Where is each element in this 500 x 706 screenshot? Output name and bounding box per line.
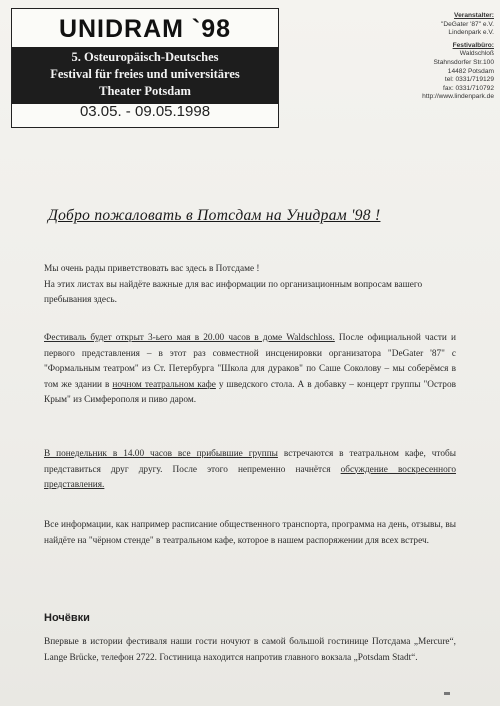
office-phone: tel: 0331/719129 — [444, 76, 494, 84]
festival-logo — [11, 8, 279, 128]
welcome-heading: Добро пожаловать в Потсдам на Унидрам '98 ! — [48, 207, 381, 224]
intro-line-2: На этих листах вы найдёте важные для вас информации по организационным вопросам вашего пребывания здесь. — [44, 279, 423, 305]
office-line: Waldschloß — [459, 50, 494, 58]
night-cafe-underlined: ночном театральном кафе — [112, 379, 216, 390]
subtitle-line: Theater Potsdam — [99, 84, 191, 98]
contact-block — [344, 12, 494, 102]
organizers-label: Veranstalter: — [454, 12, 494, 19]
lodging-paragraph: Впервые в истории фестиваля наши гости ночуют в самой большой гостинице Потсдама „Mercure“, Lange Brücke, телефон 2722. Гостиница находится напротив главного вокзала „Potsdam Stadt“. — [44, 637, 456, 663]
monday-paragraph — [44, 447, 456, 494]
subtitle-line: 5. Osteuropäisch-Deutsches — [71, 50, 219, 64]
office-line: 14482 Potsdam — [447, 67, 494, 75]
organizer-line: "DeGater '87" e.V. — [441, 20, 494, 28]
office-website-link[interactable]: http://www.lindenpark.de — [422, 93, 494, 101]
festival-dates: 03.05. - 09.05.1998 — [79, 103, 211, 120]
office-label: Festivalbüro: — [452, 41, 494, 49]
opening-text-end: у шведского стола. А в добавку – концерт группы "Остров Крым" из Симферополя и пиво даром. — [44, 379, 456, 405]
opening-text: После официальной части и первого представления – в этот раз совместной инсценировки организатора "DeGater '87" с "Формальным театром" из Ст. Петербурга "Школа для дураков" по Саше Соколову – мы соберёмся в том же здании в — [44, 333, 456, 390]
intro-paragraph — [44, 262, 456, 309]
info-paragraph: Все информации, как например расписание общественного транспорта, программа на день, отзывы, вы найдёте на "чёрном стенде" в театральном кафе, которое в нашем распоряжении для всех встреч. — [44, 520, 456, 546]
festival-subtitle-band — [12, 47, 278, 104]
opening-paragraph — [44, 331, 456, 409]
office-fax: fax: 0331/710792 — [443, 84, 494, 92]
festival-title: UNIDRAM `98 — [58, 15, 232, 43]
organizer-line: Lindenpark e.V. — [448, 29, 494, 37]
page-mark — [444, 692, 450, 695]
opening-date-underlined: Фестиваль будет открыт 3-ьего мая в 20.00 часов в доме Waldschloss. — [44, 333, 335, 343]
monday-text: встречаются в театральном кафе, чтобы представиться друг другу. После этого непременно начнётся — [44, 449, 456, 475]
discussion-underlined: обсуждение воскресенного представления. — [44, 464, 457, 490]
intro-line-1: Мы очень рады приветствовать вас здесь в Потсдаме ! — [44, 264, 260, 274]
monday-meeting-underlined: В понедельник в 14.00 часов все прибывшие группы — [44, 449, 278, 459]
office-line: Stahnsdorfer Str.100 — [433, 58, 494, 66]
subtitle-line: Festival für freies und universitäres — [50, 67, 240, 81]
lodging-heading: Ночёвки — [44, 612, 90, 624]
